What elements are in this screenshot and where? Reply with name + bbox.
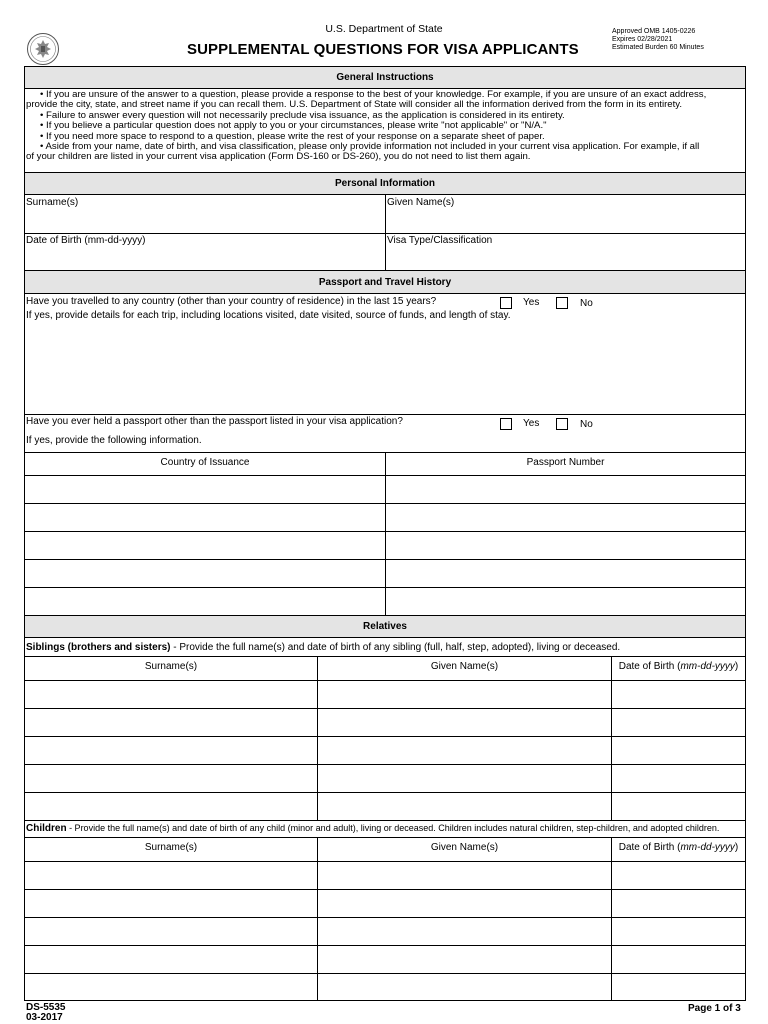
omb-burden: Estimated Burden 60 Minutes bbox=[612, 44, 704, 51]
form-body bbox=[24, 66, 746, 1001]
other-passport-question: Have you ever held a passport other than the passport listed in your visa application? bbox=[26, 416, 403, 427]
table-row bbox=[25, 820, 745, 821]
dob-suffix: ) bbox=[734, 842, 739, 853]
siblings-dob-header bbox=[612, 661, 745, 672]
dob-prefix: Date of Birth ( bbox=[618, 842, 681, 853]
table-row bbox=[25, 792, 745, 793]
instruction-line: • Aside from your name, date of birth, and visa classification, please only provide information not included in your current visa application. For example, if all bbox=[40, 141, 700, 153]
table-row bbox=[25, 503, 745, 504]
passport-travel-heading: Passport and Travel History bbox=[25, 270, 745, 294]
instruction-line: • Failure to answer every question will not necessarily preclude visa issuance, as the application is considered in its entirety. bbox=[40, 109, 565, 121]
travel-no-checkbox[interactable] bbox=[556, 297, 568, 309]
siblings-instructions bbox=[26, 642, 620, 653]
table-row bbox=[25, 680, 745, 681]
table-row bbox=[25, 861, 745, 862]
passport-number-header: Passport Number bbox=[526, 457, 605, 468]
omb-approval-info bbox=[612, 28, 704, 52]
passport-yes-checkbox[interactable] bbox=[500, 418, 512, 430]
children-table-top bbox=[25, 837, 745, 838]
general-instructions-heading: General Instructions bbox=[25, 66, 745, 89]
omb-expiration: Expires 02/28/2021 bbox=[612, 36, 673, 43]
siblings-given-name-header: Given Name(s) bbox=[430, 661, 499, 672]
passport-detail-instructions: If yes, provide the following information. bbox=[26, 435, 202, 446]
visa-type-label: Visa Type/Classification bbox=[387, 235, 493, 246]
instruction-line: • If you believe a particular question does not apply to you or your circumstances, please write "not applicable" or "N/A." bbox=[40, 120, 547, 132]
table-row bbox=[25, 945, 745, 946]
passport-no-checkbox[interactable] bbox=[556, 418, 568, 430]
country-of-issuance-header: Country of Issuance bbox=[160, 457, 250, 468]
table-row bbox=[25, 917, 745, 918]
dob-format: mm-dd-yyyy bbox=[680, 661, 735, 672]
table-row bbox=[25, 736, 745, 737]
travel-no-label: No bbox=[580, 298, 593, 309]
given-name-label: Given Name(s) bbox=[387, 197, 455, 208]
omb-number: Approved OMB 1405-0226 bbox=[612, 28, 696, 35]
dob-prefix: Date of Birth ( bbox=[618, 661, 681, 672]
passport-table-divider bbox=[385, 452, 386, 616]
personal-row-divider bbox=[25, 233, 745, 234]
table-row bbox=[25, 973, 745, 974]
siblings-surname-header: Surname(s) bbox=[144, 661, 198, 672]
table-row bbox=[25, 475, 745, 476]
children-instructions bbox=[26, 823, 719, 834]
travel-detail-instructions: If yes, provide details for each trip, including locations visited, date visited, source of funds, and length of stay. bbox=[26, 310, 511, 321]
personal-information-heading: Personal Information bbox=[25, 172, 745, 195]
date-of-birth-label: Date of Birth (mm-dd-yyyy) bbox=[26, 235, 146, 246]
page-number: Page 1 of 3 bbox=[688, 1003, 741, 1014]
form-revision-date: 03-2017 bbox=[26, 1012, 63, 1023]
passport-no-label: No bbox=[580, 419, 593, 430]
travel-question: Have you travelled to any country (other than your country of residence) in the last 15 years? bbox=[26, 296, 437, 307]
instruction-line: • If you are unsure of the answer to a question, please provide a response to the best of your knowledge. For example, if you are unsure of an exact address, bbox=[40, 89, 707, 100]
passport-divider bbox=[25, 414, 745, 415]
travel-yes-label: Yes bbox=[523, 297, 540, 308]
children-given-name-header: Given Name(s) bbox=[430, 842, 499, 853]
instruction-line: of your children are listed in your current visa application (Form DS-160 or DS-260), you do not need to list them again. bbox=[26, 151, 531, 163]
form-title: SUPPLEMENTAL QUESTIONS FOR VISA APPLICANTS bbox=[187, 41, 579, 58]
table-row bbox=[25, 559, 745, 560]
state-department-seal-icon bbox=[26, 32, 60, 66]
table-row bbox=[25, 708, 745, 709]
siblings-label: Siblings (brothers and sisters) bbox=[26, 642, 171, 653]
table-row bbox=[25, 889, 745, 890]
form-number: DS-5535 bbox=[26, 1002, 66, 1013]
dob-format: mm-dd-yyyy bbox=[680, 842, 735, 853]
children-label: Children bbox=[26, 823, 67, 834]
children-surname-header: Surname(s) bbox=[144, 842, 198, 853]
department-name: U.S. Department of State bbox=[325, 23, 443, 35]
siblings-table-top bbox=[25, 656, 745, 657]
surname-label: Surname(s) bbox=[26, 197, 79, 208]
passport-yes-label: Yes bbox=[523, 418, 540, 429]
table-row bbox=[25, 764, 745, 765]
children-dob-header bbox=[612, 842, 745, 853]
form-code bbox=[26, 1003, 65, 1023]
children-detail: - Provide the full name(s) and date of birth of any child (minor and adult), living or deceased. Children includes natural children, step-children, and adopted children. bbox=[66, 823, 720, 833]
travel-yes-checkbox[interactable] bbox=[500, 297, 512, 309]
instruction-line: • If you need more space to respond to a question, please write the rest of your response on a separate sheet of paper. bbox=[40, 130, 545, 142]
dob-suffix: ) bbox=[734, 661, 739, 672]
siblings-detail: - Provide the full name(s) and date of birth of any sibling (full, half, step, adopted), living or deceased. bbox=[170, 642, 621, 653]
general-instructions-text bbox=[26, 90, 745, 163]
table-row bbox=[25, 587, 745, 588]
table-row bbox=[25, 531, 745, 532]
instruction-line: provide the city, state, and street name if you can recall them. U.S. Department of State will consider all the information derived from the form in its entirety. bbox=[26, 99, 683, 111]
relatives-heading: Relatives bbox=[25, 615, 745, 638]
